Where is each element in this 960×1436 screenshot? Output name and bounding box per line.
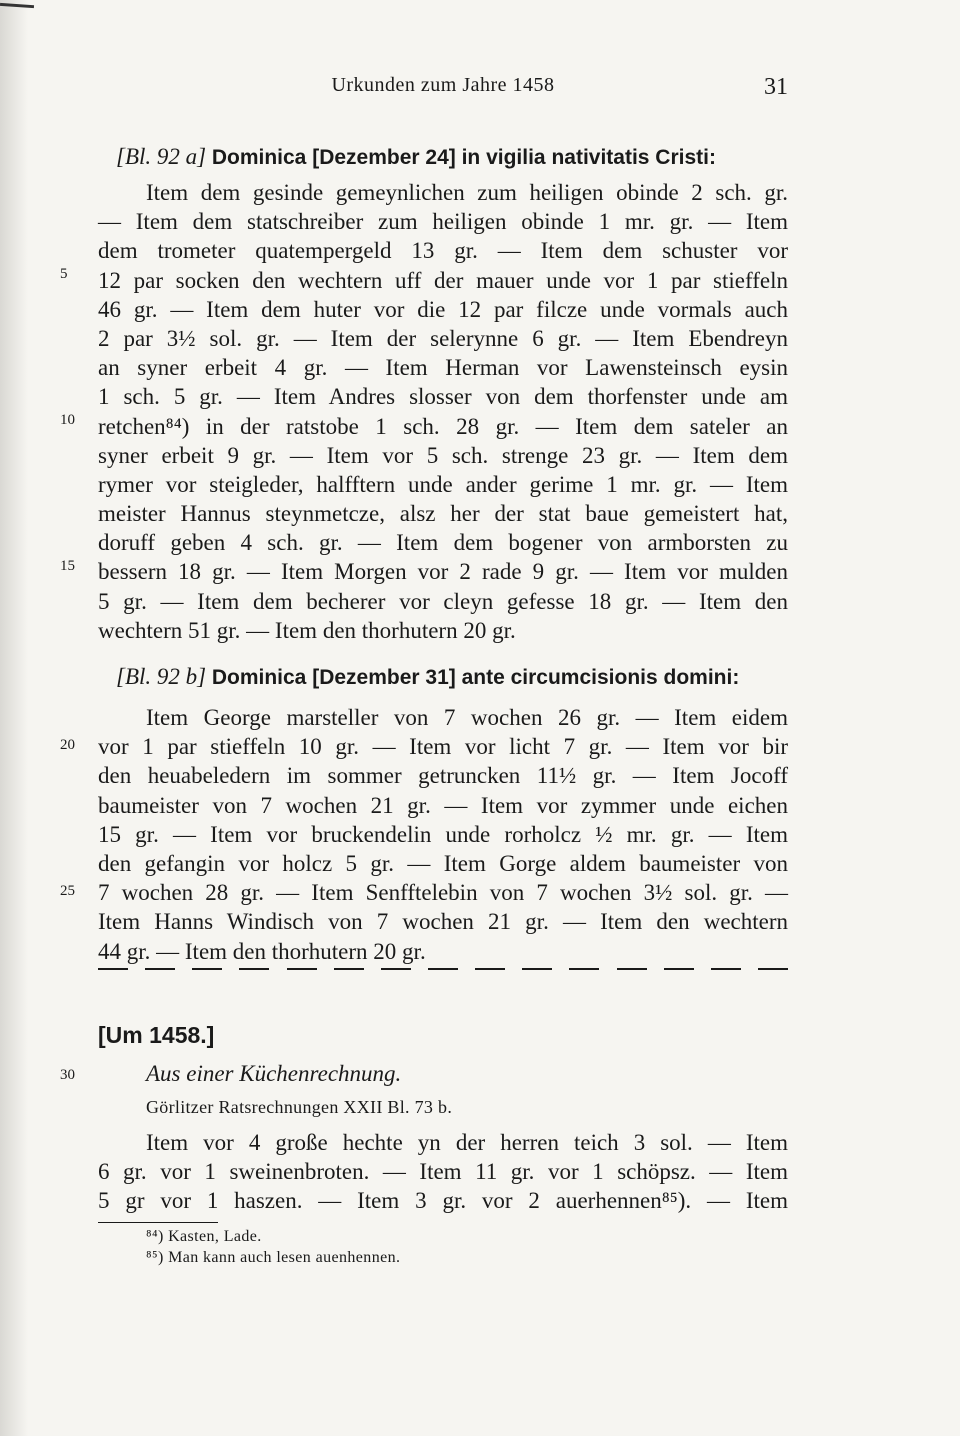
line-number: 20 (60, 737, 75, 753)
text-line: den gefangin vor holcz 5 gr. — Item Gorge aldem baumeister von (98, 850, 788, 876)
text-line: 7 wochen 28 gr. — Item Senfftelebin von 7 wochen 3½ sol. gr. — (98, 880, 788, 906)
folio-reference: [Bl. 92 a] (116, 144, 207, 169)
footnote: ⁸⁴) Kasten, Lade. (146, 1228, 262, 1245)
text-line: an syner erbeit 4 gr. — Item Herman vor Lawensteinsch eysin (98, 355, 788, 381)
text-line: rymer vor steigleder, halfftern unde ander gerime 1 mr. gr. — Item (98, 471, 788, 497)
text-line: 44 gr. — Item den thorhutern 20 gr. (98, 938, 426, 964)
page-number: 31 (764, 74, 788, 100)
footnote: ⁸⁵) Man kann auch lesen auenhennen. (146, 1249, 401, 1266)
line-number: 30 (60, 1067, 75, 1083)
footnote-rule (98, 1222, 218, 1223)
text-line: Item vor 4 große hechte yn der herren teich 3 sol. — Item (146, 1130, 788, 1155)
section-2-heading (98, 662, 788, 693)
text-line: baumeister von 7 wochen 21 gr. — Item vor zymmer unde eichen (98, 792, 788, 818)
text-line: Item George marsteller von 7 wochen 26 gr. — Item eidem (146, 705, 788, 730)
section-3-body (98, 1128, 788, 1216)
text-line: syner erbeit 9 gr. — Item vor 5 sch. strenge 23 gr. — Item dem (98, 442, 788, 468)
running-head-title: Urkunden zum Jahre 1458 (331, 74, 555, 96)
section-1-body (98, 178, 788, 645)
text-line: Item Hanns Windisch von 7 wochen 21 gr. — Item den wechtern (98, 909, 788, 935)
scan-edge-shadow (0, 0, 28, 1436)
text-line: Item dem gesinde gemeynlichen zum heiligen obinde 2 sch. gr. (146, 180, 788, 205)
date-heading: [Um 1458.] (98, 1022, 215, 1048)
text-line: 12 par socken den wechtern uff der mauer unde vor 1 par stieffeln (98, 267, 788, 293)
document-title: Aus einer Küchenrechnung. (146, 1061, 402, 1086)
text-line: — Item dem statschreiber zum heiligen obinde 1 mr. gr. — Item (98, 209, 788, 235)
text-line: 15 gr. — Item vor bruckendelin unde rorholcz ½ mr. gr. — Item (98, 821, 788, 847)
text-line: 5 gr. — Item dem becherer vor cleyn gefesse 18 gr. — Item den (98, 588, 788, 614)
section-1-heading (98, 142, 788, 173)
text-line: 5 gr vor 1 haszen. — Item 3 gr. vor 2 auerhennen⁸⁵). — Item (98, 1188, 788, 1214)
text-line: meister Hannus steynmetcze, alsz her der stat baue gemeistert hat, (98, 501, 788, 527)
text-line: retchen⁸⁴) in der ratstobe 1 sch. 28 gr. — Item dem sateler an (98, 413, 788, 439)
text-line: doruff geben 4 sch. gr. — Item dem bogener von armborsten zu (98, 530, 788, 556)
running-head (98, 74, 788, 108)
text-line: 46 gr. — Item dem huter vor die 12 par filcze unde vormals auch (98, 296, 788, 322)
text-line: bessern 18 gr. — Item Morgen vor 2 rade 9 gr. — Item vor mulden (98, 559, 788, 585)
section-heading: Dominica [Dezember 31] ante circumcisionis domini: (211, 666, 740, 689)
text-line: den heuabeledern im sommer getruncken 11½ gr. — Item Jocoff (98, 763, 788, 789)
text-line: 6 gr. vor 1 sweinenbroten. — Item 11 gr. vor 1 schöpsz. — Item (98, 1159, 788, 1185)
text-line: dem trometer quatempergeld 13 gr. — Item dem schuster vor (98, 238, 788, 264)
line-number: 15 (60, 558, 75, 574)
text-line: 2 par 3½ sol. gr. — Item der selerynne 6 gr. — Item Ebendreyn (98, 325, 788, 351)
source-reference: Görlitzer Ratsrechnungen XXII Bl. 73 b. (146, 1097, 453, 1117)
dash-separator (98, 968, 788, 970)
line-number: 25 (60, 883, 75, 899)
text-line: wechtern 51 gr. — Item den thorhutern 20 gr. (98, 617, 516, 643)
section-2-body (98, 703, 788, 966)
line-number: 10 (60, 412, 75, 428)
section-heading: Dominica [Dezember 24] in vigilia nativitatis Cristi: (211, 146, 716, 169)
folio-reference: [Bl. 92 b] (116, 664, 207, 689)
line-number: 5 (60, 266, 68, 282)
text-line: 1 sch. 5 gr. — Item Andres slosser von dem thorfenster unde am (98, 384, 788, 410)
text-line: vor 1 par stieffeln 10 gr. — Item vor licht 7 gr. — Item vor bir (98, 734, 788, 760)
